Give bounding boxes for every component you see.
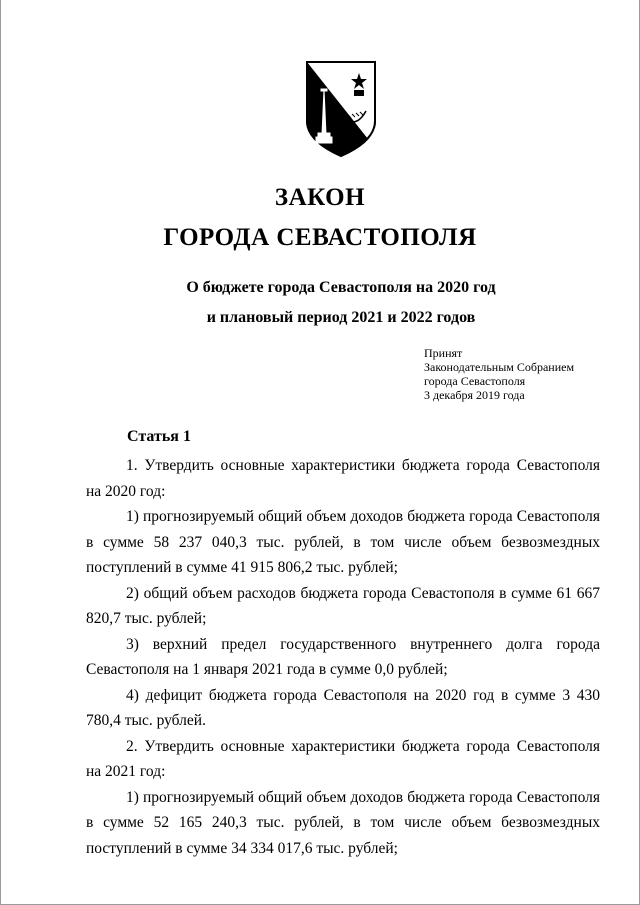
paragraph: 2. Утвердить основные характеристики бюджета города Севастополя на 2021 год: — [86, 737, 600, 780]
adoption-date: 3 декабря 2019 года — [424, 388, 525, 402]
article-body — [86, 453, 600, 861]
paragraph: 1) прогнозируемый общий объем доходов бюджета города Севастополя в сумме 52 165 240,3 тыс. рублей, в том числе объем безвозмездных поступлений в сумме 34 334 017,6 тыс. рублей; — [86, 788, 600, 857]
page-border-left — [0, 0, 1, 905]
document-title-line-2: ГОРОДА СЕВАСТОПОЛЯ — [163, 224, 477, 251]
document-subtitle-line-2: и плановый период 2021 и 2022 годов — [206, 309, 476, 326]
document-title-line-1: ЗАКОН — [274, 184, 366, 211]
adoption-line: Принят — [424, 346, 463, 360]
adoption-line: Законодательным Собранием — [424, 360, 575, 374]
adoption-line: города Севастополя — [424, 374, 526, 388]
paragraph: 2) общий объем расходов бюджета города Севастополя в сумме 61 667 820,7 тыс. рублей; — [86, 584, 600, 627]
paragraph: 3) верхний предел государственного внутреннего долга города Севастополя на 1 января 2021 года в сумме 0,0 рублей; — [86, 635, 600, 678]
paragraph: 1. Утвердить основные характеристики бюджета города Севастополя на 2020 год: — [86, 457, 600, 500]
document-subtitle-line-1: О бюджете города Севастополя на 2020 год — [186, 279, 496, 296]
sevastopol-coat-of-arms-icon — [304, 59, 378, 159]
article-heading: Статья 1 — [127, 428, 191, 445]
paragraph: 4) дефицит бюджета города Севастополя на 2020 год в сумме 3 430 780,4 тыс. рублей. — [86, 686, 600, 729]
paragraph: 1) прогнозируемый общий объем доходов бюджета города Севастополя в сумме 58 237 040,3 тыс. рублей, в том числе объем безвозмездных поступлений в сумме 41 915 806,2 тыс. рублей; — [86, 508, 600, 576]
adoption-note — [424, 346, 574, 402]
